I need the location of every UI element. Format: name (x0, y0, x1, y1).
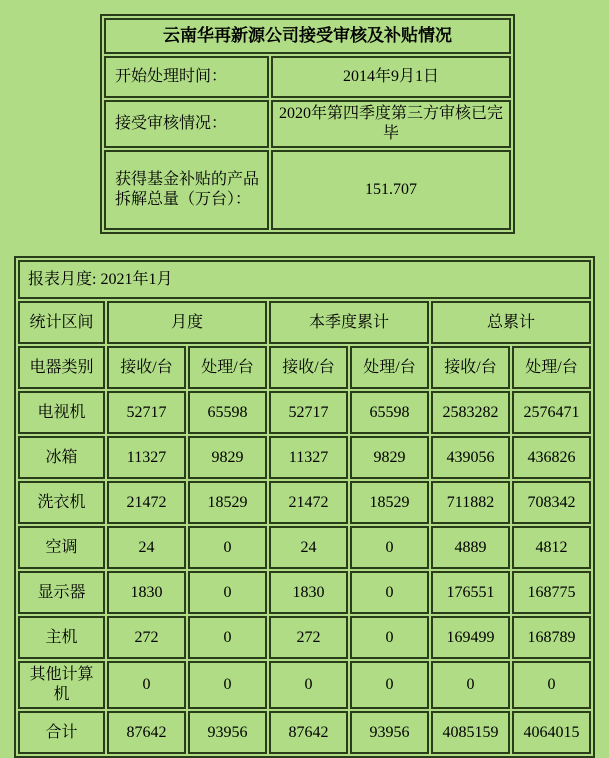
category-cell: 其他计算机 (18, 661, 105, 709)
value-cell: 18529 (350, 481, 429, 524)
stat-interval-header: 统计区间 (18, 301, 105, 344)
info-title-row (104, 18, 511, 54)
table-row (18, 711, 591, 754)
info-row-audit-status (104, 100, 511, 148)
category-cell: 空调 (18, 526, 105, 569)
table-row (18, 481, 591, 524)
appliance-type-header: 电器类别 (18, 346, 105, 389)
value-cell: 0 (269, 661, 348, 709)
value-cell: 169499 (431, 616, 510, 659)
value-cell: 87642 (107, 711, 186, 754)
info-row-start-time (104, 56, 511, 98)
value-cell: 52717 (107, 391, 186, 434)
value-cell: 439056 (431, 436, 510, 479)
column-header-row (18, 346, 591, 389)
value-cell: 93956 (350, 711, 429, 754)
report-month-row (18, 260, 591, 299)
value-cell: 4064015 (512, 711, 591, 754)
value-cell: 11327 (107, 436, 186, 479)
value-cell: 272 (269, 616, 348, 659)
value-cell: 4889 (431, 526, 510, 569)
value-cell: 0 (188, 526, 267, 569)
value-cell: 168775 (512, 571, 591, 614)
category-cell: 洗衣机 (18, 481, 105, 524)
month-period-header: 月度 (107, 301, 267, 344)
category-cell: 主机 (18, 616, 105, 659)
value-cell: 87642 (269, 711, 348, 754)
table-row (18, 436, 591, 479)
value-cell: 708342 (512, 481, 591, 524)
value-cell: 0 (431, 661, 510, 709)
subsidy-total-label: 获得基金补贴的产品拆解总量（万台）： (104, 150, 269, 230)
value-cell: 1830 (107, 571, 186, 614)
value-cell: 0 (107, 661, 186, 709)
report-month-cell (18, 260, 591, 299)
value-cell: 0 (188, 571, 267, 614)
audit-status-value: 2020年第四季度第三方审核已完毕 (271, 100, 511, 148)
category-cell: 显示器 (18, 571, 105, 614)
table-row (18, 391, 591, 434)
value-cell: 0 (350, 526, 429, 569)
value-cell: 21472 (107, 481, 186, 524)
processed-units-header: 处理/台 (188, 346, 267, 389)
quarter-total-header: 本季度累计 (269, 301, 429, 344)
received-units-header: 接收/台 (431, 346, 510, 389)
report-month-value: 2021年1月 (100, 270, 173, 288)
value-cell: 176551 (431, 571, 510, 614)
value-cell: 1830 (269, 571, 348, 614)
received-units-header: 接收/台 (269, 346, 348, 389)
value-cell: 0 (512, 661, 591, 709)
value-cell: 93956 (188, 711, 267, 754)
info-table-title: 云南华再新源公司接受审核及补贴情况 (104, 18, 511, 54)
value-cell: 272 (107, 616, 186, 659)
table-row (18, 661, 591, 709)
value-cell: 0 (350, 661, 429, 709)
value-cell: 0 (188, 616, 267, 659)
value-cell: 11327 (269, 436, 348, 479)
value-cell: 21472 (269, 481, 348, 524)
table-row (18, 571, 591, 614)
processed-units-header: 处理/台 (350, 346, 429, 389)
start-time-label: 开始处理时间： (104, 56, 269, 98)
table-row (18, 616, 591, 659)
value-cell: 24 (107, 526, 186, 569)
start-time-value: 2014年9月1日 (271, 56, 511, 98)
value-cell: 2583282 (431, 391, 510, 434)
grand-total-header: 总累计 (431, 301, 591, 344)
period-header-row (18, 301, 591, 344)
processed-units-header: 处理/台 (512, 346, 591, 389)
subsidy-info-table (100, 14, 515, 234)
info-row-subsidy-total (104, 150, 511, 230)
value-cell: 0 (188, 661, 267, 709)
value-cell: 9829 (350, 436, 429, 479)
value-cell: 2576471 (512, 391, 591, 434)
table-row (18, 526, 591, 569)
value-cell: 0 (350, 616, 429, 659)
value-cell: 168789 (512, 616, 591, 659)
category-cell: 合计 (18, 711, 105, 754)
value-cell: 18529 (188, 481, 267, 524)
subsidy-total-value: 151.707 (271, 150, 511, 230)
value-cell: 9829 (188, 436, 267, 479)
value-cell: 4812 (512, 526, 591, 569)
category-cell: 电视机 (18, 391, 105, 434)
report-table-body (18, 391, 591, 754)
value-cell: 711882 (431, 481, 510, 524)
value-cell: 24 (269, 526, 348, 569)
report-month-label: 报表月度: (28, 270, 97, 288)
audit-status-label: 接受审核情况： (104, 100, 269, 148)
value-cell: 65598 (188, 391, 267, 434)
value-cell: 4085159 (431, 711, 510, 754)
monthly-report-table (14, 256, 595, 758)
value-cell: 436826 (512, 436, 591, 479)
value-cell: 0 (350, 571, 429, 614)
value-cell: 65598 (350, 391, 429, 434)
category-cell: 冰箱 (18, 436, 105, 479)
value-cell: 52717 (269, 391, 348, 434)
received-units-header: 接收/台 (107, 346, 186, 389)
